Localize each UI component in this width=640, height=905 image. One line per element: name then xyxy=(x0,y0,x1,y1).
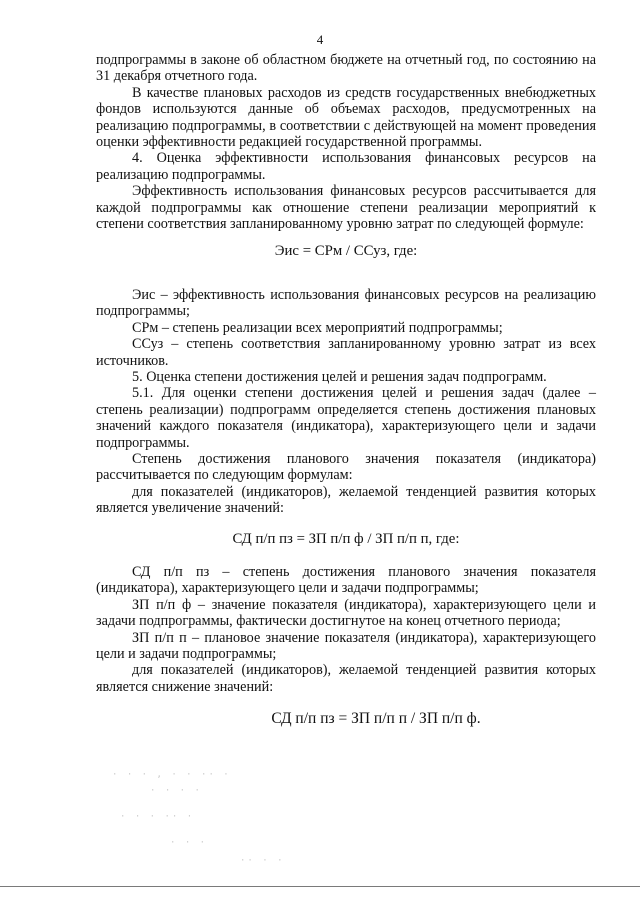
scan-noise: ·· · · xyxy=(240,856,285,866)
formula-decrease: СД п/п пз = ЗП п/п п / ЗП п/п ф. xyxy=(271,710,481,728)
definition: ЗП п/п ф – значение показателя (индикатора), характеризующего цели и задачи подпрограммы, фактически достигнутое на конец отчетного периода; xyxy=(96,596,596,630)
scan-noise: · · · ·· · xyxy=(120,812,195,822)
scan-noise: · · · ‚ · · ·· · xyxy=(112,770,231,780)
definition: Эис – эффективность использования финансовых ресурсов на реализацию подпрограммы; xyxy=(96,286,596,320)
page-number: 4 xyxy=(316,32,324,47)
paragraph: В качестве плановых расходов из средств государственных внебюджетных фондов используются данные об объемах расходов, предусмотренных на реализацию подпрограммы, в соответствии с действующей на момент проведения оценки эффективности редакцией государственной программы. xyxy=(96,84,596,151)
section-heading: 4. Оценка эффективности использования финансовых ресурсов на реализацию подпрограммы. xyxy=(96,150,596,183)
paragraph: Степень достижения планового значения показателя (индикатора) рассчитывается по следующим формулам: xyxy=(96,450,596,484)
paragraph: для показателей (индикаторов), желаемой тенденцией развития которых является снижение значений: xyxy=(96,662,596,695)
definition: СРм – степень реализации всех мероприятий подпрограммы; xyxy=(132,319,503,336)
definition: ЗП п/п п – плановое значение показателя (индикатора), характеризующего цели и задачи подпрограммы; xyxy=(96,629,596,662)
paragraph: для показателей (индикаторов), желаемой тенденцией развития которых является увеличение значений: xyxy=(96,483,596,517)
formula-increase: СД п/п пз = ЗП п/п ф / ЗП п/п п, где: xyxy=(232,530,460,547)
paragraph: 5.1. Для оценки степени достижения целей и решения задач (далее – степень реализации) подпрограмм определяется степень достижения плановых значений каждого показателя (индикатора), характеризующего цели и задачи подпрограммы. xyxy=(96,385,596,451)
formula-efficiency: Эис = СРм / ССуз, где: xyxy=(274,243,418,260)
section-heading: 5. Оценка степени достижения целей и решения задач подпрограмм. xyxy=(132,368,547,385)
definition: ССуз – степень соответствия запланированному уровню затрат из всех источников. xyxy=(96,336,596,369)
paragraph: подпрограммы в законе об областном бюджете на отчетный год, по состоянию на 31 декабря отчетного года. xyxy=(96,52,596,85)
bottom-rule xyxy=(0,886,640,887)
document-body xyxy=(96,52,596,728)
paragraph: Эффективность использования финансовых ресурсов рассчитывается для каждой подпрограммы как отношение степени реализации мероприятий к степени соответствия запланированному уровню затрат по следующей формуле: xyxy=(96,183,596,233)
scan-noise: · · · xyxy=(170,838,208,848)
scan-noise: · · · · xyxy=(150,786,202,796)
definition: СД п/п пз – степень достижения планового значения показателя (индикатора), характеризующего цели и задачи подпрограммы; xyxy=(96,563,596,597)
